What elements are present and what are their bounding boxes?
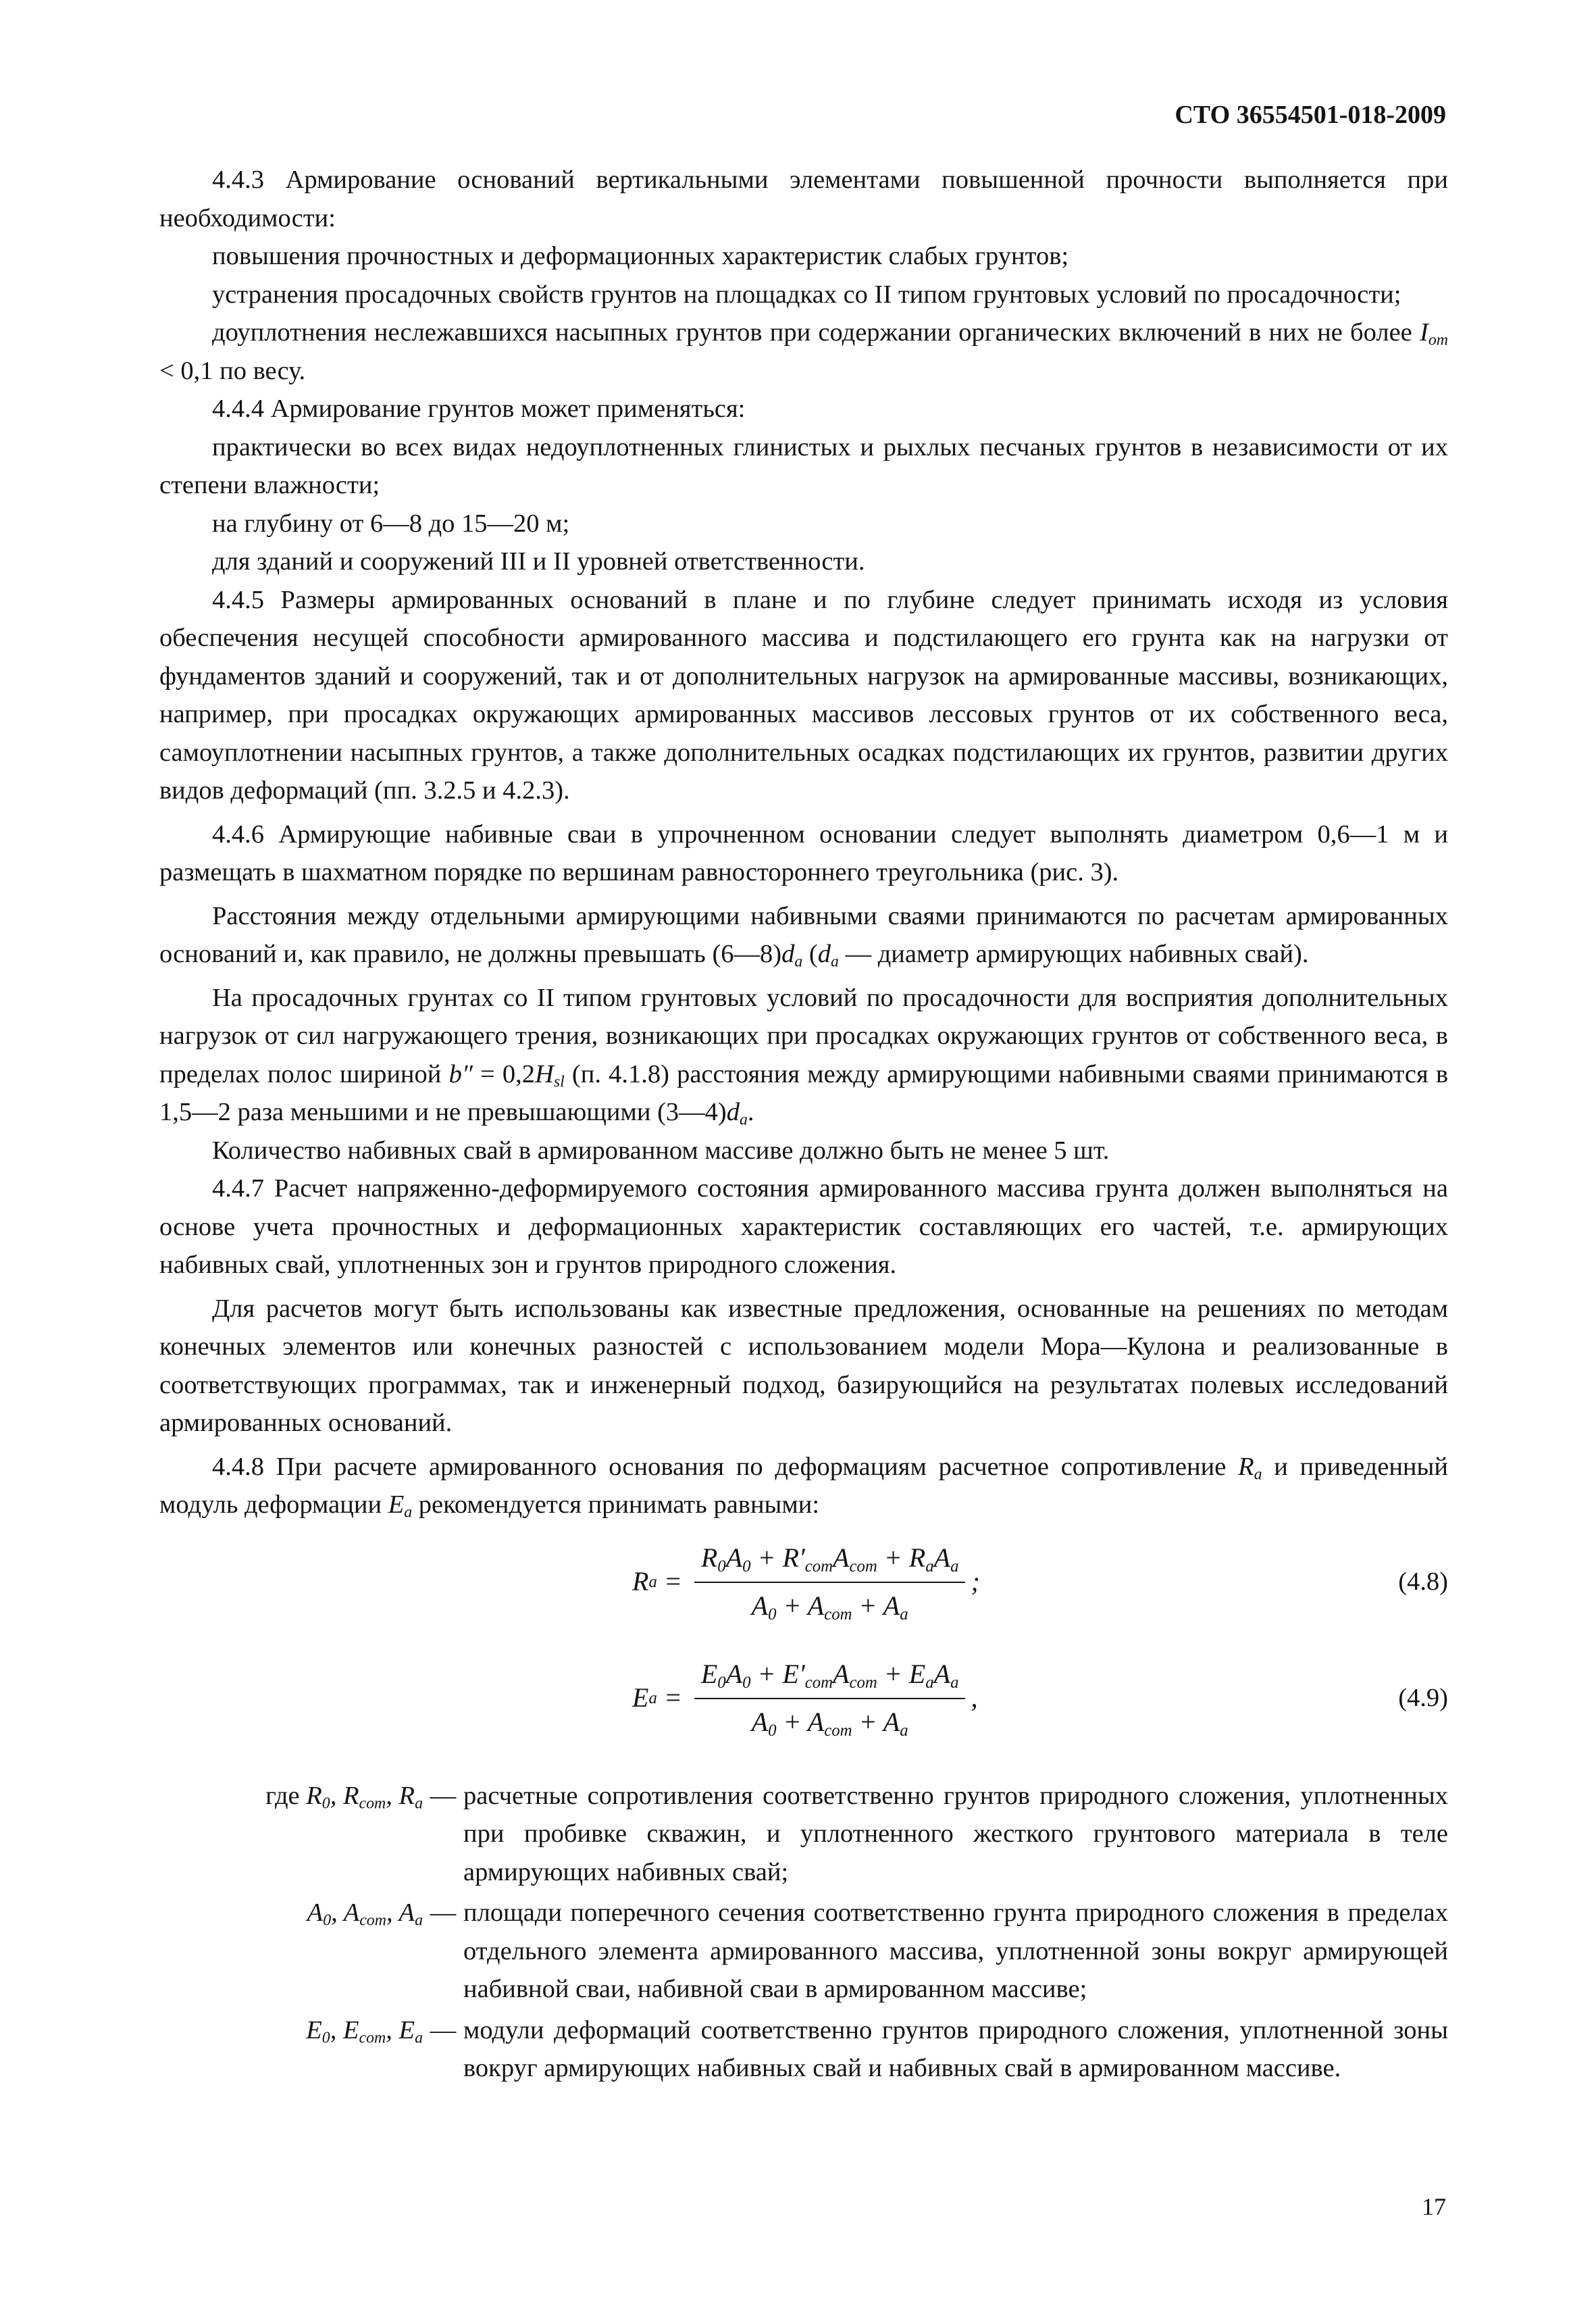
symbol: + R′ — [750, 1542, 805, 1573]
text-run: ( — [802, 940, 818, 968]
list-item: для зданий и сооружений III и II уровней ответственности. — [212, 547, 865, 576]
list-item: на глубину от 6—8 до 15—20 м; — [212, 509, 570, 538]
symbol: d — [817, 940, 831, 968]
text-run: На просадочных грунтах со II типом грунтовых условий по просадочности для восприятия дополнительных нагрузок от сил нагружающего трения, возникающих при просадках окружающих грунтов от собственного веса, в пределах полос шириной — [159, 983, 1448, 1088]
list-item: практически во всех видах недоуплотненных глинистых и рыхлых песчаных грунтов в независимости от их степени влажности; — [159, 432, 1448, 499]
paragraph: Количество набивных свай в армированном массиве должно быть не менее 5 шт. — [212, 1136, 1110, 1165]
subscript: com — [824, 1721, 852, 1740]
subscript: com — [824, 1605, 852, 1624]
text-run: < 0,1 по весу. — [159, 356, 306, 385]
clause-4-4-7: 4.4.7 Расчет напряженно-деформируемого состояния армированного массива грунта должен выполняться на основе учета прочностных и деформационных характеристик составляющих его частей, т.е. армирующих набивных свай, уплотненных зон и грунтов природного сложения. — [159, 1174, 1448, 1279]
symbol: A — [307, 1898, 324, 1927]
subscript: com — [359, 1794, 386, 1813]
symbol: , A — [386, 1898, 415, 1927]
subscript: a — [404, 1503, 413, 1521]
denominator — [745, 1583, 915, 1626]
definition-text: модули деформаций соответственно грунтов природного сложения, уплотненной зоны вокруг армирующих набивных свай и набивных свай в армированном массиве. — [463, 2015, 1448, 2082]
text-run: . — [747, 1098, 754, 1126]
numerator — [694, 1539, 966, 1583]
text-run: Расстояния между отдельными армирующими набивными сваями принимаются по расчетам армированных оснований и, как правило, не должны превышать (6—8) — [159, 901, 1448, 968]
text-run: 4.4.8 При расчете армированного основания по деформациям расчетное сопротивление — [212, 1452, 1239, 1481]
subscript: com — [804, 1557, 833, 1576]
subscript: 0 — [321, 2029, 330, 2047]
definition-text: расчетные сопротивления соответственно грунтов природного сложения, уплотненных при пробивке скважин, и уплотненного жесткого грунтового материала в теле армирующих набивных свай; — [463, 1781, 1448, 1886]
definition-symbols — [159, 2011, 423, 2088]
definition-item — [159, 1777, 1448, 1892]
page-number: 17 — [1422, 2193, 1446, 2220]
subscript: com — [804, 1673, 833, 1692]
subscript: a — [925, 1557, 934, 1576]
subscript: a — [794, 953, 803, 971]
list-item — [159, 313, 1448, 390]
document-body — [159, 161, 1448, 2090]
definition-symbols — [159, 1777, 423, 1892]
formula-number: (4.8) — [1398, 1567, 1448, 1596]
punctuation: ; — [971, 1566, 980, 1597]
symbol: + E′ — [750, 1659, 805, 1689]
symbol: + E — [877, 1659, 926, 1689]
formula-4-8 — [159, 1524, 1448, 1640]
subscript: 0 — [717, 1673, 726, 1692]
equation: R a = $\frac{R_0A_0 + R'_{com}A_{com} + R_aA_a}{A_0 + A_{com} + A_a}$ ; — [632, 1524, 980, 1640]
equals-sign: = — [657, 1566, 689, 1597]
symbol: b″ — [448, 1059, 473, 1088]
text-run: (п. 4.1.8) расстояния между армирующими набивными сваями принимаются в 1,5—2 раза меньшими и не превышающими (3—4) — [159, 1059, 1449, 1126]
symbol: A — [833, 1542, 850, 1573]
symbol: I — [1420, 318, 1428, 347]
subscript: a — [900, 1605, 908, 1624]
text-run: — диаметр армирующих набивных свай). — [838, 940, 1309, 968]
subscript: 0 — [321, 1794, 330, 1813]
symbol: A — [833, 1659, 850, 1689]
symbol: + R — [877, 1542, 926, 1573]
subscript: com — [849, 1557, 877, 1576]
definition-text: площади поперечного сечения соответственно грунта природного сложения в пределах отдельного элемента армированного массива, уплотненной зоны вокруг армирующей набивной сваи, набивной сваи в армированном массиве; — [463, 1898, 1448, 2003]
text-run: где — [265, 1781, 307, 1810]
definitions-list — [159, 1777, 1448, 2088]
subscript: a — [900, 1721, 908, 1740]
symbol: A — [933, 1542, 951, 1573]
subscript: 0 — [323, 1911, 332, 1930]
symbol: E — [306, 2015, 322, 2044]
symbol: + A — [776, 1590, 825, 1621]
clause-4-4-4: 4.4.4 Армирование грунтов может применяться: — [212, 395, 746, 423]
denominator — [745, 1699, 915, 1742]
symbol: R — [1238, 1452, 1254, 1481]
symbol: d — [726, 1098, 740, 1126]
symbol: A — [725, 1659, 743, 1689]
symbol: A — [751, 1590, 769, 1621]
subscript: 0 — [742, 1557, 751, 1576]
text-run: = 0,2 — [472, 1059, 536, 1088]
symbol: A — [725, 1542, 743, 1573]
symbol: R — [700, 1542, 718, 1573]
symbol: , R — [330, 1781, 359, 1810]
document-code-header: СТО 36554501-018-2009 — [1175, 101, 1446, 129]
clause-4-4-6: 4.4.6 Армирующие набивные сваи в упрочненном основании следует выполнять диаметром 0,6—1 м и размещать в шахматном порядке по вершинам равностороннего треугольника (рис. 3). — [159, 820, 1448, 886]
equals-sign: = — [657, 1682, 689, 1713]
subscript: a — [925, 1673, 934, 1692]
subscript: от — [1428, 331, 1448, 349]
definition-item — [159, 2011, 1448, 2088]
subscript: a — [415, 2029, 423, 2047]
symbol: , E — [386, 2015, 415, 2044]
symbol: H — [535, 1059, 554, 1088]
symbol: R — [306, 1781, 322, 1810]
paragraph: Для расчетов могут быть использованы как известные предложения, основанные на решениях по методам конечных элементов или конечных разностей с использованием модели Мора—Кулона и реализованные в соответствующих программах, так и инженерный подход, базирующийся на результатах полевых исследований армированных оснований. — [159, 1294, 1448, 1437]
fraction — [694, 1539, 966, 1625]
paragraph — [159, 979, 1448, 1132]
punctuation: , — [971, 1682, 978, 1713]
clause-4-4-8 — [159, 1448, 1448, 1524]
subscript: 0 — [742, 1673, 751, 1692]
text-run: и приведенный модуль деформации — [159, 1452, 1448, 1519]
subscript: sl — [553, 1073, 565, 1091]
subscript: a — [831, 953, 839, 971]
text-run: рекомендуется принимать равными: — [412, 1490, 820, 1519]
subscript: a — [950, 1673, 959, 1692]
fraction — [694, 1655, 966, 1741]
subscript: com — [359, 2029, 386, 2047]
formula-lhs: E — [632, 1682, 649, 1713]
formula-number: (4.9) — [1398, 1684, 1448, 1713]
symbol: d — [781, 940, 795, 968]
definition-dash: — — [430, 2015, 457, 2044]
definition-dash: — — [430, 1781, 457, 1810]
symbol: + A — [852, 1706, 900, 1737]
subscript: a — [950, 1557, 959, 1576]
list-item: повышения прочностных и деформационных характеристик слабых грунтов; — [212, 242, 1069, 270]
definition-dash: — — [430, 1898, 457, 1927]
equation: E a = $\frac{E_0A_0 + E'_{com}A_{com} + E_aA_a}{A_0 + A_{com} + A_a}$ , — [632, 1640, 977, 1757]
formula-4-9 — [159, 1640, 1448, 1757]
numerator — [694, 1655, 966, 1699]
subscript: com — [359, 1911, 386, 1930]
subscript: com — [849, 1673, 877, 1692]
subscript: 0 — [768, 1605, 777, 1624]
definition-symbols — [159, 1894, 423, 2009]
clause-4-4-5: 4.4.5 Размеры армированных оснований в плане и по глубине следует принимать исходя из условия обеспечения несущей способности армированного массива и подстилающего его грунта как на нагрузки от фундаментов зданий и сооружений, так и от дополнительных нагрузок на армированные массивы, возникающих, например, при просадках окружающих армированных массивов лессовых грунтов от их собственного веса, самоуплотнении насыпных грунтов, а также дополнительных осадках подстилающих их грунтов, развитии других видов деформаций (пп. 3.2.5 и 4.2.3). — [159, 585, 1448, 805]
formula-lhs: R — [632, 1566, 649, 1597]
symbol: , R — [386, 1781, 415, 1810]
symbol: E — [388, 1490, 405, 1519]
list-item: устранения просадочных свойств грунтов на площадках со II типом грунтовых условий по просадочности; — [212, 280, 1401, 309]
paragraph — [159, 897, 1448, 974]
text-run: доуплотнения неслежавшихся насыпных грунтов при содержании органических включений в них не более — [212, 318, 1420, 347]
symbol: A — [751, 1706, 769, 1737]
definition-item — [159, 1894, 1448, 2009]
symbol: + A — [776, 1706, 825, 1737]
subscript: a — [739, 1111, 748, 1129]
symbol: E — [700, 1659, 718, 1689]
symbol: A — [933, 1659, 951, 1689]
subscript: a — [1254, 1465, 1262, 1484]
symbol: + A — [852, 1590, 900, 1621]
subscript: a — [415, 1794, 423, 1813]
symbol: , A — [331, 1898, 360, 1927]
symbol: , E — [330, 2015, 359, 2044]
subscript: 0 — [768, 1721, 777, 1740]
subscript: a — [415, 1911, 423, 1930]
clause-4-4-3: 4.4.3 Армирование оснований вертикальными элементами повышенной прочности выполняется при необходимости: — [159, 166, 1448, 232]
subscript: 0 — [717, 1557, 726, 1576]
